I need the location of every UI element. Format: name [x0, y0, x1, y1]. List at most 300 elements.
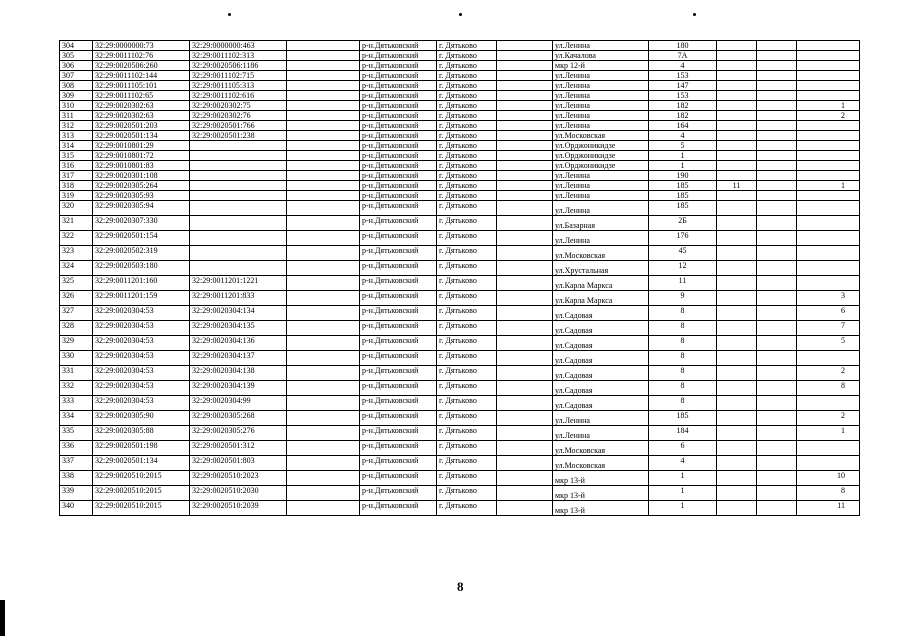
- cell-empty-col-2: [497, 381, 553, 396]
- cell-building-number: [717, 276, 757, 291]
- cell-city: г. Дятьково: [437, 181, 497, 191]
- cell-empty-col-2: [497, 141, 553, 151]
- cell-empty-col: [287, 201, 360, 216]
- cell-cadastral-number-building: 32:29:0020510:2039: [190, 501, 287, 516]
- scan-dot-left: [228, 13, 231, 16]
- cell-extra-col: [757, 151, 797, 161]
- cell-building-number: [717, 351, 757, 366]
- cell-building-number: [717, 291, 757, 306]
- cell-building-number: [717, 321, 757, 336]
- cell-empty-col: [287, 191, 360, 201]
- cell-street: ул.Ленина: [553, 201, 649, 216]
- cell-extra-col: [757, 171, 797, 181]
- cell-city: г. Дятьково: [437, 161, 497, 171]
- cell-district: р-н.Дятьковский: [360, 396, 437, 411]
- cell-empty-col-2: [497, 41, 553, 51]
- cell-building-number: [717, 161, 757, 171]
- cell-extra-col: [757, 501, 797, 516]
- cell-city: г. Дятьково: [437, 216, 497, 231]
- cell-apartment-number: [797, 81, 860, 91]
- cell-empty-col: [287, 111, 360, 121]
- cell-empty-col: [287, 321, 360, 336]
- cell-cadastral-number-parcel: 32:29:0020301:108: [93, 171, 190, 181]
- cell-district: р-н.Дятьковский: [360, 291, 437, 306]
- cell-extra-col: [757, 246, 797, 261]
- cell-district: р-н.Дятьковский: [360, 441, 437, 456]
- cell-city: г. Дятьково: [437, 261, 497, 276]
- cell-row-number: 313: [60, 131, 93, 141]
- cell-street: ул.Московская: [553, 441, 649, 456]
- cell-city: г. Дятьково: [437, 486, 497, 501]
- cell-cadastral-number-parcel: 32:29:0000000:73: [93, 41, 190, 51]
- cell-empty-col: [287, 231, 360, 246]
- cell-apartment-number: [797, 121, 860, 131]
- cell-city: г. Дятьково: [437, 81, 497, 91]
- cell-row-number: 335: [60, 426, 93, 441]
- cell-district: р-н.Дятьковский: [360, 201, 437, 216]
- cell-empty-col-2: [497, 351, 553, 366]
- cell-cadastral-number-parcel: 32:29:0011201:160: [93, 276, 190, 291]
- cell-city: г. Дятьково: [437, 91, 497, 101]
- cell-district: р-н.Дятьковский: [360, 141, 437, 151]
- table-row: [60, 441, 860, 456]
- cell-house-number: 1: [649, 501, 717, 516]
- cell-empty-col: [287, 131, 360, 141]
- cell-row-number: 330: [60, 351, 93, 366]
- cell-empty-col: [287, 181, 360, 191]
- cell-house-number: 11: [649, 276, 717, 291]
- cell-city: г. Дятьково: [437, 246, 497, 261]
- table-row: [60, 471, 860, 486]
- cell-street: ул.Ленина: [553, 171, 649, 181]
- cell-empty-col-2: [497, 261, 553, 276]
- cell-empty-col-2: [497, 161, 553, 171]
- cell-district: р-н.Дятьковский: [360, 246, 437, 261]
- table-row: [60, 501, 860, 516]
- cell-street: мкр 13-й: [553, 501, 649, 516]
- cell-building-number: [717, 426, 757, 441]
- cell-extra-col: [757, 291, 797, 306]
- cell-district: р-н.Дятьковский: [360, 336, 437, 351]
- cell-cadastral-number-building: 32:29:0020510:2023: [190, 471, 287, 486]
- cell-cadastral-number-building: 32:29:0020501:766: [190, 121, 287, 131]
- cell-apartment-number: [797, 246, 860, 261]
- cell-empty-col: [287, 216, 360, 231]
- cell-apartment-number: [797, 191, 860, 201]
- cell-cadastral-number-parcel: 32:29:0020503:180: [93, 261, 190, 276]
- cell-row-number: 316: [60, 161, 93, 171]
- cell-empty-col-2: [497, 171, 553, 181]
- cell-row-number: 328: [60, 321, 93, 336]
- cell-cadastral-number-building: 32:29:0020302:76: [190, 111, 287, 121]
- cell-street: ул.Ленина: [553, 121, 649, 131]
- table-row: [60, 121, 860, 131]
- cell-city: г. Дятьково: [437, 191, 497, 201]
- cell-extra-col: [757, 411, 797, 426]
- cell-cadastral-number-parcel: 32:29:0011102:76: [93, 51, 190, 61]
- scan-dot-center: [459, 13, 462, 16]
- cell-cadastral-number-parcel: 32:29:0020501:134: [93, 456, 190, 471]
- cell-apartment-number: 2: [797, 111, 860, 121]
- cell-district: р-н.Дятьковский: [360, 91, 437, 101]
- cell-street: ул.Садовая: [553, 306, 649, 321]
- cell-house-number: 184: [649, 426, 717, 441]
- cell-house-number: 190: [649, 171, 717, 181]
- cell-house-number: 9: [649, 291, 717, 306]
- cell-house-number: 4: [649, 61, 717, 71]
- cell-cadastral-number-parcel: 32:29:0020510:2015: [93, 471, 190, 486]
- cell-house-number: 2Б: [649, 216, 717, 231]
- cell-row-number: 340: [60, 501, 93, 516]
- cell-house-number: 8: [649, 396, 717, 411]
- table-row: [60, 381, 860, 396]
- cell-empty-col-2: [497, 486, 553, 501]
- cell-street: ул.Московская: [553, 246, 649, 261]
- cell-city: г. Дятьково: [437, 411, 497, 426]
- cell-city: г. Дятьково: [437, 41, 497, 51]
- cell-building-number: [717, 121, 757, 131]
- cell-city: г. Дятьково: [437, 61, 497, 71]
- cell-extra-col: [757, 321, 797, 336]
- cell-row-number: 322: [60, 231, 93, 246]
- cell-street: ул.Орджоникидзе: [553, 161, 649, 171]
- cell-city: г. Дятьково: [437, 396, 497, 411]
- cell-house-number: 182: [649, 101, 717, 111]
- cell-cadastral-number-parcel: 32:29:0020304:53: [93, 396, 190, 411]
- cell-empty-col-2: [497, 246, 553, 261]
- cell-cadastral-number-parcel: 32:29:0020302:63: [93, 101, 190, 111]
- cell-cadastral-number-parcel: 32:29:0020501:198: [93, 441, 190, 456]
- cell-extra-col: [757, 351, 797, 366]
- cell-cadastral-number-building: [190, 181, 287, 191]
- cell-street: ул.Базарная: [553, 216, 649, 231]
- cell-row-number: 326: [60, 291, 93, 306]
- cell-empty-col: [287, 246, 360, 261]
- cell-row-number: 331: [60, 366, 93, 381]
- cell-cadastral-number-building: 32:29:0011102:313: [190, 51, 287, 61]
- cell-empty-col: [287, 351, 360, 366]
- cell-cadastral-number-building: 32:29:0020304:138: [190, 366, 287, 381]
- cell-empty-col-2: [497, 81, 553, 91]
- table-row: [60, 231, 860, 246]
- cell-cadastral-number-building: 32:29:0020501:312: [190, 441, 287, 456]
- cell-street: ул.Ленина: [553, 71, 649, 81]
- cell-cadastral-number-building: [190, 231, 287, 246]
- table-row: [60, 51, 860, 61]
- cell-empty-col: [287, 366, 360, 381]
- cell-cadastral-number-building: 32:29:0020501:803: [190, 456, 287, 471]
- cell-building-number: [717, 71, 757, 81]
- cell-street: ул.Садовая: [553, 396, 649, 411]
- cell-empty-col: [287, 291, 360, 306]
- cell-building-number: [717, 336, 757, 351]
- cell-building-number: [717, 411, 757, 426]
- cell-street: ул.Ленина: [553, 191, 649, 201]
- cell-apartment-number: [797, 91, 860, 101]
- cell-empty-col-2: [497, 151, 553, 161]
- cell-district: р-н.Дятьковский: [360, 276, 437, 291]
- cell-cadastral-number-building: 32:29:0011105:313: [190, 81, 287, 91]
- cell-building-number: [717, 111, 757, 121]
- cell-district: р-н.Дятьковский: [360, 181, 437, 191]
- cell-apartment-number: [797, 141, 860, 151]
- cell-cadastral-number-building: 32:29:0011201:1221: [190, 276, 287, 291]
- cell-cadastral-number-building: 32:29:0020305:276: [190, 426, 287, 441]
- cell-row-number: 324: [60, 261, 93, 276]
- cell-cadastral-number-parcel: 32:29:0011102:144: [93, 71, 190, 81]
- cell-cadastral-number-parcel: 32:29:0010801:29: [93, 141, 190, 151]
- cell-cadastral-number-building: 32:29:0020304:99: [190, 396, 287, 411]
- cell-cadastral-number-building: 32:29:0011102:616: [190, 91, 287, 101]
- cell-empty-col: [287, 161, 360, 171]
- cell-extra-col: [757, 191, 797, 201]
- table-row: [60, 486, 860, 501]
- cell-empty-col: [287, 456, 360, 471]
- cell-street: ул.Ленина: [553, 426, 649, 441]
- table-row: [60, 276, 860, 291]
- cell-extra-col: [757, 216, 797, 231]
- cell-district: р-н.Дятьковский: [360, 171, 437, 181]
- cell-district: р-н.Дятьковский: [360, 121, 437, 131]
- cell-district: р-н.Дятьковский: [360, 471, 437, 486]
- cell-city: г. Дятьково: [437, 321, 497, 336]
- cell-building-number: [717, 171, 757, 181]
- cell-house-number: 4: [649, 131, 717, 141]
- cell-district: р-н.Дятьковский: [360, 351, 437, 366]
- cell-apartment-number: 1: [797, 181, 860, 191]
- cell-extra-col: [757, 306, 797, 321]
- table-row: [60, 191, 860, 201]
- cell-cadastral-number-parcel: 32:29:0010801:83: [93, 161, 190, 171]
- cell-cadastral-number-building: [190, 246, 287, 261]
- table-row: [60, 131, 860, 141]
- cell-city: г. Дятьково: [437, 131, 497, 141]
- cell-house-number: 164: [649, 121, 717, 131]
- cell-district: р-н.Дятьковский: [360, 161, 437, 171]
- cell-street: ул.Карла Маркса: [553, 276, 649, 291]
- cell-house-number: 147: [649, 81, 717, 91]
- cell-street: ул.Садовая: [553, 366, 649, 381]
- cell-row-number: 327: [60, 306, 93, 321]
- cell-cadastral-number-parcel: 32:29:0011105:101: [93, 81, 190, 91]
- cell-cadastral-number-parcel: 32:29:0011201:159: [93, 291, 190, 306]
- cell-empty-col: [287, 441, 360, 456]
- cell-city: г. Дятьково: [437, 171, 497, 181]
- cell-building-number: [717, 51, 757, 61]
- cell-row-number: 332: [60, 381, 93, 396]
- cell-cadastral-number-building: [190, 201, 287, 216]
- cell-empty-col: [287, 121, 360, 131]
- cell-street: мкр 12-й: [553, 61, 649, 71]
- cell-street: ул.Ленина: [553, 81, 649, 91]
- table-row: [60, 261, 860, 276]
- cell-row-number: 329: [60, 336, 93, 351]
- cell-empty-col: [287, 81, 360, 91]
- cell-extra-col: [757, 161, 797, 171]
- cell-city: г. Дятьково: [437, 101, 497, 111]
- cell-empty-col-2: [497, 51, 553, 61]
- cell-house-number: 6: [649, 441, 717, 456]
- cell-apartment-number: [797, 131, 860, 141]
- cell-district: р-н.Дятьковский: [360, 366, 437, 381]
- cell-apartment-number: [797, 71, 860, 81]
- cell-cadastral-number-parcel: 32:29:0010801:72: [93, 151, 190, 161]
- cell-building-number: [717, 231, 757, 246]
- cell-city: г. Дятьково: [437, 71, 497, 81]
- cell-cadastral-number-parcel: 32:29:0020305:88: [93, 426, 190, 441]
- cell-row-number: 319: [60, 191, 93, 201]
- cell-empty-col-2: [497, 191, 553, 201]
- cell-house-number: 8: [649, 336, 717, 351]
- cell-district: р-н.Дятьковский: [360, 151, 437, 161]
- table-row: [60, 141, 860, 151]
- cell-empty-col: [287, 426, 360, 441]
- table-row: [60, 161, 860, 171]
- cell-empty-col-2: [497, 336, 553, 351]
- cell-building-number: [717, 456, 757, 471]
- cell-cadastral-number-building: 32:29:0020304:134: [190, 306, 287, 321]
- cell-empty-col-2: [497, 131, 553, 141]
- cell-building-number: [717, 246, 757, 261]
- cell-extra-col: [757, 131, 797, 141]
- cell-district: р-н.Дятьковский: [360, 321, 437, 336]
- cell-city: г. Дятьково: [437, 381, 497, 396]
- cell-district: р-н.Дятьковский: [360, 81, 437, 91]
- cell-row-number: 304: [60, 41, 93, 51]
- cell-row-number: 318: [60, 181, 93, 191]
- cell-row-number: 312: [60, 121, 93, 131]
- cell-district: р-н.Дятьковский: [360, 261, 437, 276]
- cell-extra-col: [757, 486, 797, 501]
- cell-empty-col-2: [497, 441, 553, 456]
- cell-cadastral-number-parcel: 32:29:0020305:93: [93, 191, 190, 201]
- cell-cadastral-number-parcel: 32:29:0020305:90: [93, 411, 190, 426]
- cell-row-number: 339: [60, 486, 93, 501]
- cell-row-number: 305: [60, 51, 93, 61]
- table-row: [60, 411, 860, 426]
- cell-district: р-н.Дятьковский: [360, 411, 437, 426]
- cell-empty-col-2: [497, 411, 553, 426]
- cell-house-number: 182: [649, 111, 717, 121]
- cell-cadastral-number-building: 32:29:0020510:2030: [190, 486, 287, 501]
- cell-apartment-number: [797, 51, 860, 61]
- table-row: [60, 426, 860, 441]
- table-row: [60, 61, 860, 71]
- cell-row-number: 333: [60, 396, 93, 411]
- cell-empty-col-2: [497, 101, 553, 111]
- table-row: [60, 336, 860, 351]
- cell-empty-col: [287, 151, 360, 161]
- cell-house-number: 153: [649, 71, 717, 81]
- cell-district: р-н.Дятьковский: [360, 456, 437, 471]
- cell-empty-col-2: [497, 426, 553, 441]
- cell-house-number: 12: [649, 261, 717, 276]
- table-row: [60, 366, 860, 381]
- cell-cadastral-number-building: [190, 171, 287, 181]
- cell-house-number: 1: [649, 161, 717, 171]
- cell-cadastral-number-parcel: 32:29:0020304:53: [93, 321, 190, 336]
- cell-apartment-number: 5: [797, 336, 860, 351]
- cell-district: р-н.Дятьковский: [360, 486, 437, 501]
- cell-extra-col: [757, 336, 797, 351]
- cell-cadastral-number-building: [190, 216, 287, 231]
- cell-empty-col-2: [497, 471, 553, 486]
- cell-house-number: 185: [649, 201, 717, 216]
- cell-street: ул.Московская: [553, 456, 649, 471]
- cell-street: ул.Орджоникидзе: [553, 151, 649, 161]
- cell-cadastral-number-building: [190, 191, 287, 201]
- cell-district: р-н.Дятьковский: [360, 216, 437, 231]
- cell-cadastral-number-building: 32:29:0011102:715: [190, 71, 287, 81]
- cell-apartment-number: [797, 151, 860, 161]
- cell-empty-col-2: [497, 456, 553, 471]
- cell-apartment-number: 1: [797, 101, 860, 111]
- cell-apartment-number: 3: [797, 291, 860, 306]
- cell-city: г. Дятьково: [437, 351, 497, 366]
- cell-street: ул.Ленина: [553, 91, 649, 101]
- cell-building-number: [717, 306, 757, 321]
- cell-house-number: 153: [649, 91, 717, 101]
- cell-building-number: 11: [717, 181, 757, 191]
- cell-cadastral-number-parcel: 32:29:0020302:63: [93, 111, 190, 121]
- cell-extra-col: [757, 366, 797, 381]
- cell-city: г. Дятьково: [437, 231, 497, 246]
- cell-city: г. Дятьково: [437, 441, 497, 456]
- cell-row-number: 314: [60, 141, 93, 151]
- cell-apartment-number: [797, 441, 860, 456]
- cell-house-number: 185: [649, 181, 717, 191]
- cell-cadastral-number-parcel: 32:29:0020304:53: [93, 381, 190, 396]
- cadastral-table: [59, 40, 860, 516]
- cell-street: ул.Качалова: [553, 51, 649, 61]
- cell-empty-col-2: [497, 201, 553, 216]
- cell-row-number: 321: [60, 216, 93, 231]
- cell-empty-col-2: [497, 396, 553, 411]
- cell-street: ул.Орджоникидзе: [553, 141, 649, 151]
- cell-empty-col-2: [497, 276, 553, 291]
- cell-city: г. Дятьково: [437, 291, 497, 306]
- cell-extra-col: [757, 81, 797, 91]
- cell-district: р-н.Дятьковский: [360, 51, 437, 61]
- cell-city: г. Дятьково: [437, 51, 497, 61]
- cell-house-number: 185: [649, 191, 717, 201]
- cell-empty-col: [287, 171, 360, 181]
- cell-row-number: 309: [60, 91, 93, 101]
- cell-extra-col: [757, 101, 797, 111]
- cell-empty-col: [287, 381, 360, 396]
- cell-empty-col-2: [497, 321, 553, 336]
- cell-apartment-number: [797, 161, 860, 171]
- cell-cadastral-number-building: 32:29:0020304:139: [190, 381, 287, 396]
- table-row: [60, 201, 860, 216]
- cell-building-number: [717, 381, 757, 396]
- cell-apartment-number: [797, 456, 860, 471]
- cell-row-number: 307: [60, 71, 93, 81]
- cell-street: ул.Хрустальная: [553, 261, 649, 276]
- cell-extra-col: [757, 91, 797, 101]
- cell-apartment-number: [797, 201, 860, 216]
- cell-row-number: 308: [60, 81, 93, 91]
- table-row: [60, 101, 860, 111]
- cell-cadastral-number-building: 32:29:0020304:136: [190, 336, 287, 351]
- table-row: [60, 291, 860, 306]
- cell-house-number: 5: [649, 141, 717, 151]
- cell-apartment-number: [797, 231, 860, 246]
- cell-cadastral-number-building: 32:29:0020506:1186: [190, 61, 287, 71]
- cell-cadastral-number-parcel: 32:29:0020502:319: [93, 246, 190, 261]
- cell-apartment-number: 2: [797, 411, 860, 426]
- cell-apartment-number: [797, 261, 860, 276]
